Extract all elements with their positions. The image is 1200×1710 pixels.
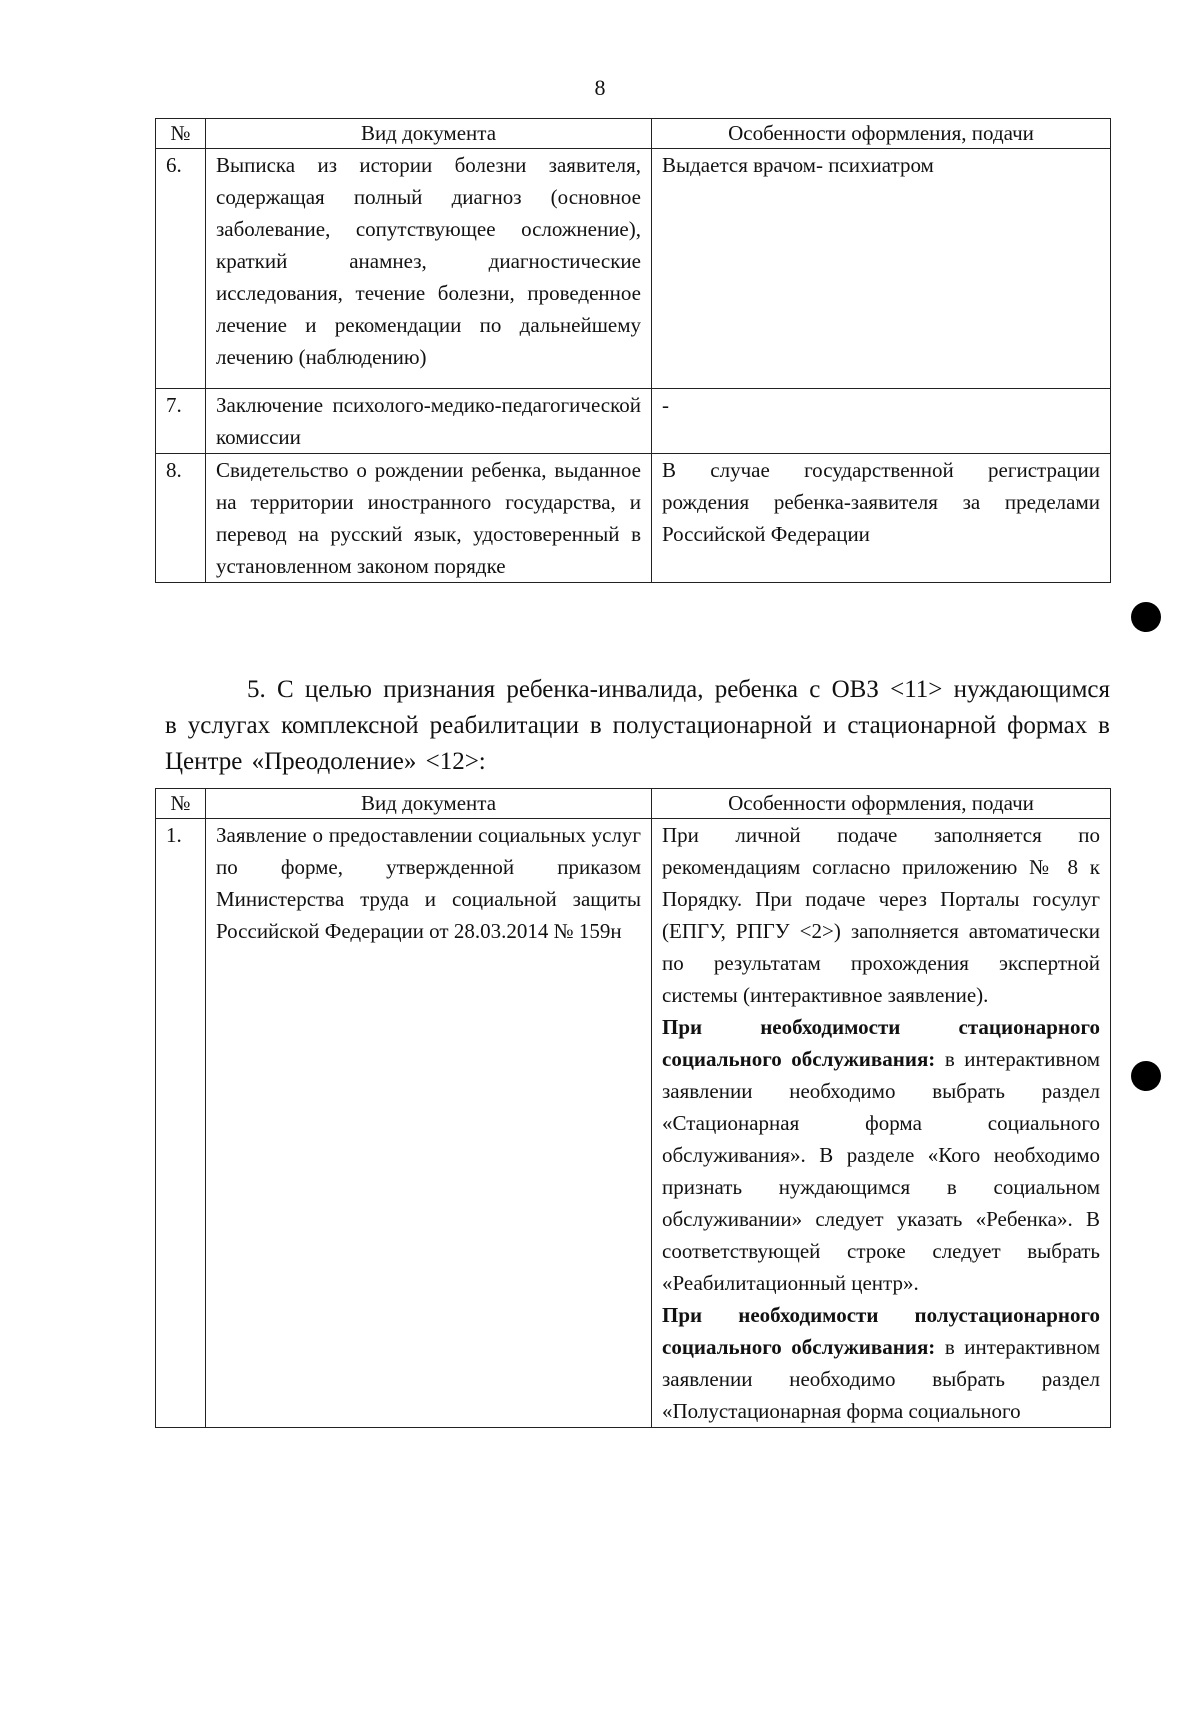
page-number: 8 <box>594 75 606 100</box>
table-header-row <box>156 119 1111 149</box>
documents-table-2 <box>155 788 1111 1428</box>
features-cell: В случае государственной регистрации рождения ребенка-заявителя за пределами Российской Федерации <box>652 454 1111 583</box>
row-number: 8. <box>156 454 206 583</box>
row-number: 7. <box>156 389 206 454</box>
section-paragraph <box>165 672 1110 780</box>
table-row <box>156 389 1111 454</box>
row-number: 6. <box>156 149 206 389</box>
features-cell <box>652 819 1111 1428</box>
table-row <box>156 819 1111 1428</box>
table-header-row <box>156 789 1111 819</box>
table-row <box>156 149 1111 389</box>
punch-hole-mark <box>1131 1061 1161 1091</box>
semi-stationary-text: в интерактивном заявлении необходимо выбрать раздел «Полустационарная форма социального <box>662 1335 1100 1423</box>
column-header-features: Особенности оформления, подачи <box>652 789 1111 819</box>
row-number: 1. <box>156 819 206 1428</box>
stationary-text: в интерактивном заявлении необходимо выбрать раздел «Стационарная форма социального обслуживания». В разделе «Кого необходимо признать нуждающимся в социальном обслуживании» следует указать «Ребенка». В соответствующей строке следует выбрать «Реабилитационный центр». <box>662 1047 1100 1295</box>
features-cell: - <box>652 389 1111 454</box>
documents-table-1 <box>155 118 1111 583</box>
document-type-cell: Заявление о предоставлении социальных услуг по форме, утвержденной приказом Министерства труда и социальной защиты Российской Федерации от 28.03.2014 № 159н <box>206 819 652 1428</box>
column-header-number: № <box>156 789 206 819</box>
column-header-features: Особенности оформления, подачи <box>652 119 1111 149</box>
column-header-document-type: Вид документа <box>206 789 652 819</box>
section-text: 5. С целью признания ребенка-инвалида, ребенка с ОВЗ <11> нуждающимся в услугах комплексной реабилитации в полустационарной и стационарной формах в Центре «Преодоление» <12>: <box>165 676 1110 775</box>
stationary-heading: При необходимости стационарного социального обслуживания: <box>662 1015 1100 1071</box>
document-type-cell: Заключение психолого-медико-педагогической комиссии <box>206 389 652 454</box>
table-row <box>156 454 1111 583</box>
column-header-document-type: Вид документа <box>206 119 652 149</box>
column-header-number: № <box>156 119 206 149</box>
punch-hole-mark <box>1131 602 1161 632</box>
features-cell: Выдается врачом- психиатром <box>652 149 1111 389</box>
document-type-cell: Свидетельство о рождении ребенка, выданное на территории иностранного государства, и перевод на русский язык, удостоверенный в установленном законом порядке <box>206 454 652 583</box>
document-type-cell: Выписка из истории болезни заявителя, содержащая полный диагноз (основное заболевание, сопутствующее осложнение), краткий анамнез, диагностические исследования, течение болезни, проведенное лечение и рекомендации по дальнейшему лечению (наблюдению) <box>206 149 652 389</box>
features-intro: При личной подаче заполняется по рекомендациям согласно приложению № 8 к Порядку. При подаче через Порталы госулуг (ЕПГУ, РПГУ <2>) заполняется автоматически по результатам прохождения экспертной системы (интерактивное заявление). <box>662 823 1100 1007</box>
semi-stationary-heading: При необходимости полустационарного социального обслуживания: <box>662 1303 1100 1359</box>
